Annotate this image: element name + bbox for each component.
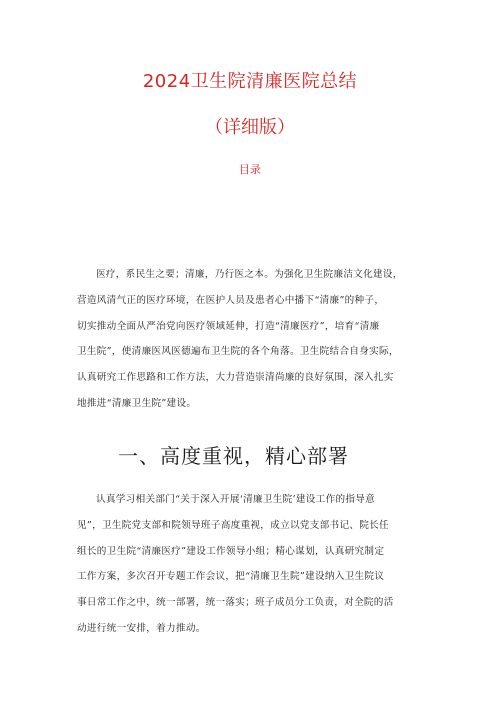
table-of-contents-label: 目录	[239, 163, 261, 176]
document-title: 2024卫生院清廉医院总结	[142, 71, 358, 92]
paragraph-line: 认真学习相关部门“关于深入开展‘清廉卫生院’建设工作的指导意	[96, 494, 376, 505]
paragraph-line: 卫生院”，使清廉医风医德遍布卫生院的各个角落。卫生院结合自身实际，	[77, 346, 399, 358]
paragraph-line: 医疗，系民生之要；清廉，乃行医之本。为强化卫生院廉洁文化建设，	[96, 269, 403, 280]
paragraph-line: 地推进“清廉卫生院”建设。	[77, 397, 197, 409]
section-paragraph	[77, 487, 433, 642]
paragraph-line: 切实推动全面从严治党向医疗领域延伸，打造“清廉医疗”，培育“清廉	[77, 320, 380, 332]
paragraph-line: 组长的卫生院“清廉医疗”建设工作领导小组；精心谋划，认真研究制定	[77, 545, 385, 557]
document-subtitle: （详细版）	[205, 117, 295, 138]
intro-paragraph	[77, 262, 433, 417]
paragraph-line: 营造风清气正的医疗环境，在医护人员及患者心中播下“清廉”的种子，	[77, 294, 385, 306]
paragraph-line: 事日常工作之中，统一部署，统一落实；班子成员分工负责，对全院的活	[77, 597, 394, 609]
paragraph-line: 动进行统一安排，着力推动。	[77, 622, 206, 634]
paragraph-line: 认真研究工作思路和工作方法，大力营造崇清尚廉的良好氛围，深入扎实	[77, 372, 394, 384]
section-heading: 一、高度重视，精心部署	[118, 444, 349, 468]
paragraph-line: 见”，卫生院党支部和院领导班子高度重视，成立以党支部书记、院长任	[77, 519, 389, 531]
paragraph-line: 工作方案，多次召开专题工作会议，把“清廉卫生院”建设纳入卫生院议	[77, 571, 385, 583]
